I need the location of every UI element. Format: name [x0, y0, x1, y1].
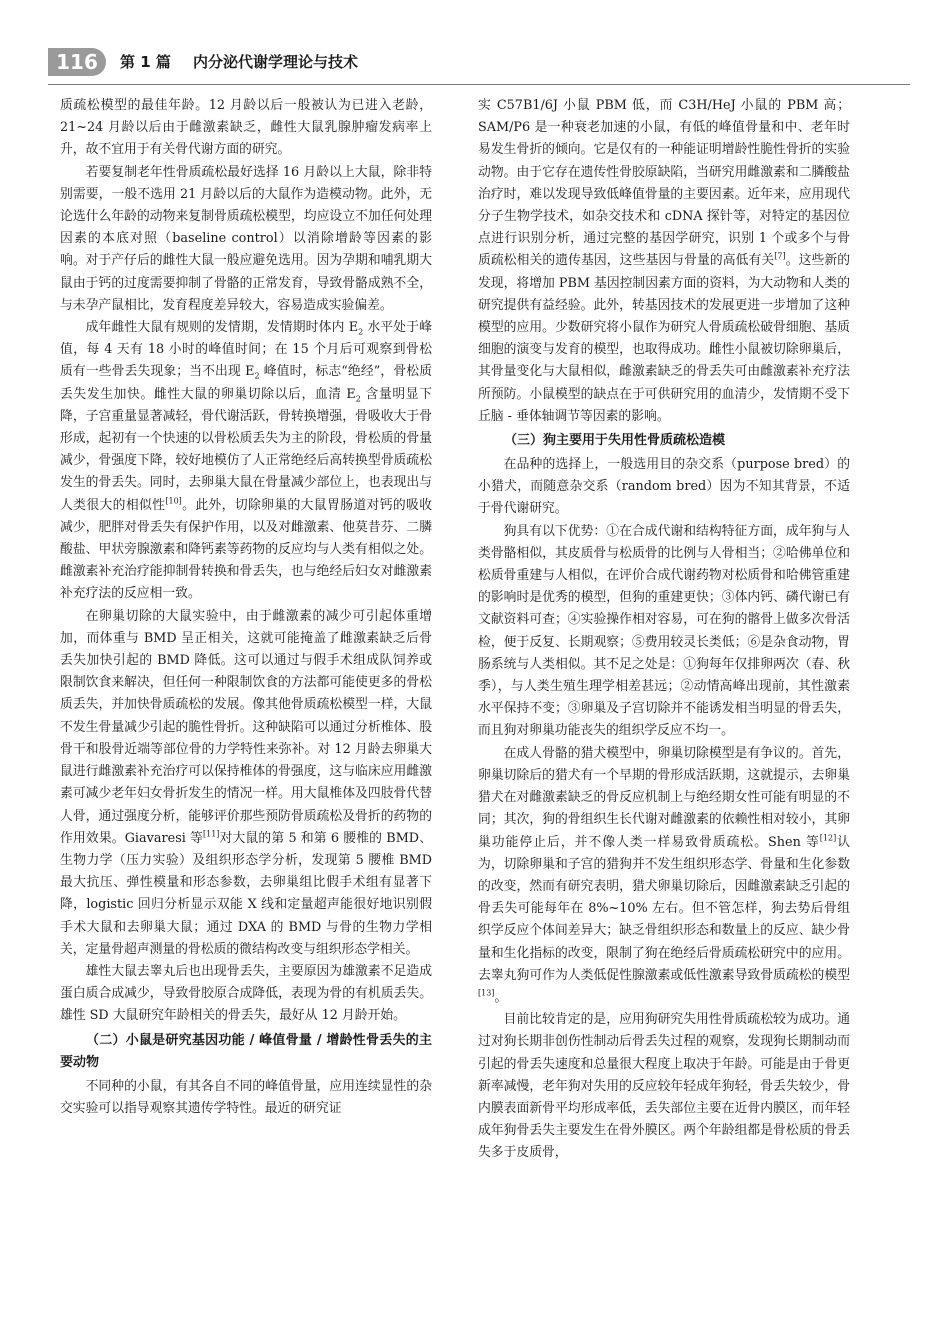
- paragraph: 在品种的选择上，一般选用目的杂交系（purpose bred）的小猎犬，而随意杂交系（random bred）因为不知其背景，不适于骨代谢研究。: [478, 457, 850, 517]
- page-header: [48, 46, 908, 82]
- section-heading: （三）狗主要用于失用性骨质疏松造模: [504, 433, 726, 449]
- paragraph: 雄性大鼠去睾丸后也出现骨丢失，主要原因为雄激素不足造成蛋白质合成减少，导致骨胶原合成降低，表现为骨的有机质丢失。雄性 SD 大鼠研究年龄相关的骨丢失，最好从 12 月龄开始。: [60, 963, 432, 1024]
- left-column: [60, 95, 432, 1120]
- part-label: 第 1 篇: [120, 53, 171, 71]
- paragraph: 在成人骨骼的猎犬模型中，卵巢切除模型是有争议的。首先，卵巢切除后的猎犬有一个早期的骨形成活跃期，这就提示，去卵巢猎犬在对雌激素缺乏的骨反应机制上与绝经期女性可能有明显的不同；其次，狗的骨组织生长代谢对雌激素的依赖性相对较小，其卵巢功能停止后，并不像人类一样易致骨质疏松。Shen 等[12]认为，切除卵巢和子宫的猎狗并不发生组织形态学、骨量和生化参数的改变，然而有研究表明，猎犬卵巢切除后，因雌激素缺乏引起的骨丢失可能每年在 8%~10% 左右。但不管怎样，狗去势后骨组织学反应个体间差异大；缺乏骨组织形态和数量上的反应、缺少骨量和生化指标的改变，限制了狗在绝经后骨质疏松研究中的应用。去睾丸狗可作为人类低促性腺激素或低性激素导致骨质疏松的模型[13]。: [478, 745, 850, 1005]
- citation: [11]: [203, 829, 220, 839]
- paragraph: 成年雌性大鼠有规则的发情期，发情期时体内 $E_2$ 水平处于峰值，每 4 天有 18 小时的峰值时间；在 15 个月后可观察到骨松质有一些骨丢失现象；当不出现 $E_2$ 峰值时，标志“绝经”，骨松质丢失发生加快。雌性大鼠的卵巢切除以后，血清 $E_2$ 含量明显下降，子宫重量显著减轻，骨代谢活跃，骨转换增强，骨吸收大于骨形成，起初有一个快速的以骨松质丢失为主的阶段，骨松质的骨量减少，骨强度下降，较好地模仿了人正常绝经后高转换型骨质疏松发生的骨丢失。同时，去卵巢大鼠在骨量减少部位上，也表现出与人类很大的相似性[10]。此外，切除卵巢的大鼠胃肠道对钙的吸收减少，肥胖对骨丢失有保护作用，以及对雌激素、他莫昔芬、二膦酸盐、甲状旁腺激素和降钙素等药物的反应均与人类有相似之处。雌激素补充治疗能抑制骨转换和骨丢失，也与绝经后妇女对雌激素补充疗法的反应相一致。: [60, 320, 433, 602]
- paragraph: 若要复制老年性骨质疏松最好选择 16 月龄以上大鼠，除非特别需要，一般不选用 21 月龄以后的大鼠作为造模动物。此外，无论选什么年龄的动物来复制骨质疏松模型，均应设立不加任何处理因素的本底对照（baseline control）以消除增龄等因素的影响。对于产仔后的雌性大鼠一般应避免选用。因为孕期和哺乳期大鼠由于钙的过度需要抑制了骨骼的正常发育，导致骨骼成熟不全，与未孕产鼠相比，发育程度差异较大，容易造成实验偏差。: [60, 164, 432, 313]
- paragraph: 狗具有以下优势：①在合成代谢和结构特征方面，成年狗与人类骨骼相似，其皮质骨与松质骨的比例与人骨相当；②哈佛单位和松质骨重建与人相似，在评价合成代谢药物对松质骨和哈佛管重建的影响时是优秀的模型，但狗的重建更快；③体内钙、磷代谢已有文献资料可查；④实验操作相对容易，可在狗的髂骨上做多次骨活检，便于反复、长期观察；⑤费用较灵长类低；⑥是杂食动物，胃肠系统与人类相似。其不足之处是：①狗每年仅排卵两次（春、秋季），与人类生殖生理学相差甚远；②动情高峰出现前，其性激素水平保持不变；③卵巢及子宫切除并不能诱发相当明显的骨丢失，而且狗对卵巢功能丧失的组织学反应不均一。: [478, 523, 850, 739]
- paragraph: 质疏松模型的最佳年龄。12 月龄以后一般被认为已进入老龄，21~24 月龄以后由于雌激素缺乏，雌性大鼠乳腺肿瘤发病率上升，故不宜用于有关骨代谢方面的研究。: [60, 98, 432, 158]
- citation: [10]: [165, 496, 182, 506]
- paragraph: 不同种的小鼠，有其各自不同的峰值骨量，应用连续显性的杂交实验可以指导观察其遗传学特性。最近的研究证: [60, 1078, 432, 1116]
- right-column: [478, 95, 850, 1165]
- citation: [7]: [774, 252, 786, 262]
- part-title: 内分泌代谢学理论与技术: [193, 53, 359, 71]
- paragraph: 实 C57B1/6J 小鼠 PBM 低，而 C3H/HeJ 小鼠的 PBM 高；SAM/P6 是一种衰老加速的小鼠，有低的峰值骨量和中、老年时易发生骨折的倾向。它是仅有的一种能证明增龄性脆性骨折的实验动物。由于它存在遗传性骨胶原缺陷，当研究用雌激素和二膦酸盐治疗时，难以发现导致低峰值骨量的主要因素。近年来，应用现代分子生物学技术，如杂交技术和 cDNA 探针等，对特定的基因位点进行识别分析，通过完整的基因学研究，识别 1 个或多个与骨质疏松相关的遗传基因，这些基因与骨量的高低有关[7]。这些新的发现，将增加 PBM 基因控制因素方面的资料，为大动物和人类的研究提供有益经验。此外，转基因技术的发展更进一步增加了这种模型的应用。少数研究将小鼠作为研究人骨质疏松破骨细胞、基质细胞的演变与发育的模型，也取得成功。雌性小鼠被切除卵巢后，其骨量变化与大鼠相似，雌激素缺乏的骨丢失可由雌激素补充疗法所预防。小鼠模型的缺点在于可供研究用的血清少，发情期不受下丘脑 - 垂体轴调节等因素的影响。: [478, 98, 851, 424]
- section-heading: （二）小鼠是研究基因功能 / 峰值骨量 / 增龄性骨丢失的主要动物: [60, 1032, 432, 1070]
- citation: [13]: [478, 988, 495, 998]
- page-number-badge: 116: [48, 48, 106, 76]
- paragraph: 在卵巢切除的大鼠实验中，由于雌激素的减少可引起体重增加，而体重与 BMD 呈正相关，这就可能掩盖了雌激素缺乏后骨丢失加快引起的 BMD 降低。这可以通过与假手术组成队饲养或限制饮食来解决，但任何一种限制饮食的方法都可能使更多的骨松质丢失，并加快骨质疏松的发展。像其他骨质疏松模型一样，大鼠不发生骨量减少引起的脆性骨折。这种缺陷可以通过分析椎体、股骨干和股骨近端等部位骨的力学特性来弥补。对 12 月龄去卵巢大鼠进行雌激素补充治疗可以保持椎体的骨强度，这与临床应用雌激素可减少老年妇女骨折发生的情况一样。用大鼠椎体及四肢骨代替人骨，通过强度分析，能够评价那些预防骨质疏松及骨折的药物的作用效果。Giavaresi 等[11]对大鼠的第 5 和第 6 腰椎的 BMD、生物力学（压力实验）及组织形态学分析，发现第 5 腰椎 BMD 最大抗压、弹性模量和形态参数，去卵巢组比假手术组有显著下降，logistic 回归分析显示双能 X 线和定量超声能很好地识别假手术大鼠和去卵巢大鼠；通过 DXA 的 BMD 与骨的生物力学相关，定量骨超声测量的骨松质的微结构改变与组织形态学相关。: [60, 608, 432, 957]
- citation: [12]: [819, 833, 837, 843]
- header-rule: [48, 84, 910, 85]
- paragraph: 目前比较肯定的是，应用狗研究失用性骨质疏松较为成功。通过对狗长期非创伤性制动后骨丢失过程的观察，发现狗长期制动而引起的骨丢失速度和总量很大程度上取决于年龄。可能是由于骨更新率减慢，老年狗对失用的反应较年轻成年狗轻，骨丢失较少，骨内膜表面新骨平均形成率低，丢失部位主要在近骨内膜区，而年轻成年狗骨丢失主要发生在骨外膜区。两个年龄组都是骨松质的骨丢失多于皮质骨，: [478, 1012, 850, 1161]
